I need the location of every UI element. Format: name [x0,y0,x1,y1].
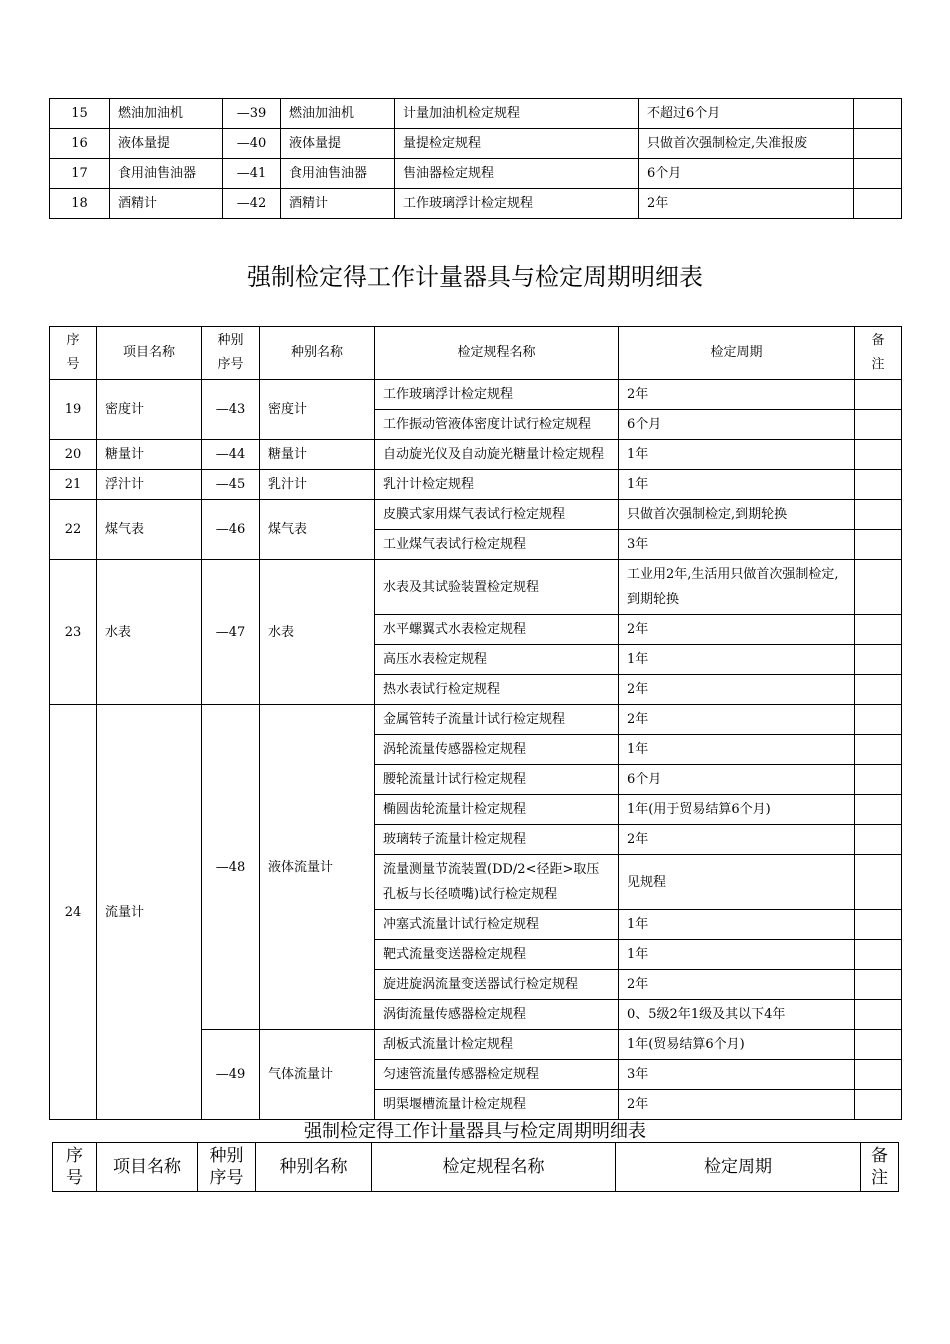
header-type: 种别名称 [256,1143,372,1192]
item-name: 燃油加油机 [110,99,223,129]
note-cell [855,380,902,410]
period: 1年(用于贸易结算6个月) [619,795,855,825]
type-name: 水表 [260,560,375,705]
header-rule: 检定规程名称 [375,327,619,380]
header-rule: 检定规程名称 [372,1143,616,1192]
note-cell [855,560,902,615]
period: 只做首次强制检定,失准报废 [639,129,854,159]
note-cell [855,970,902,1000]
period: 2年 [619,675,855,705]
header-no: 序 号 [50,327,97,380]
header-note: 备 注 [861,1143,899,1192]
type-name: 酒精计 [281,189,395,219]
type-code: —46 [202,500,260,560]
type-name: 煤气表 [260,500,375,560]
row-number: 21 [50,470,97,500]
period: 3年 [619,1060,855,1090]
type-code: —48 [202,705,260,1030]
type-name: 糖量计 [260,440,375,470]
row-number: 18 [50,189,110,219]
row-number: 20 [50,440,97,470]
regulation-name: 自动旋光仪及自动旋光糖量计检定规程 [375,440,619,470]
header-period: 检定周期 [619,327,855,380]
period: 不超过6个月 [639,99,854,129]
period: 6个月 [619,765,855,795]
note-cell [854,99,902,129]
period: 1年(贸易结算6个月) [619,1030,855,1060]
period: 0、5级2年1级及其以下4年 [619,1000,855,1030]
regulation-name: 工作振动管液体密度计试行检定规程 [375,410,619,440]
note-cell [855,735,902,765]
type-name: 密度计 [260,380,375,440]
period: 1年 [619,910,855,940]
note-cell [854,159,902,189]
item-name: 糖量计 [97,440,202,470]
note-cell [855,705,902,735]
regulation-name: 腰轮流量计试行检定规程 [375,765,619,795]
note-cell [855,855,902,910]
row-number: 16 [50,129,110,159]
note-cell [855,1090,902,1120]
note-cell [854,129,902,159]
note-cell [855,1060,902,1090]
page-title: 强制检定得工作计量器具与检定周期明细表 [247,263,703,291]
table-row [50,500,902,530]
note-cell [855,500,902,530]
regulation-name: 乳汁计检定规程 [375,470,619,500]
period: 1年 [619,735,855,765]
table-row [50,705,902,735]
type-code: —40 [223,129,281,159]
note-cell [855,615,902,645]
type-code: —42 [223,189,281,219]
note-cell [855,645,902,675]
regulation-name: 工作玻璃浮计检定规程 [375,380,619,410]
header-period: 检定周期 [616,1143,861,1192]
period: 2年 [619,380,855,410]
regulation-name: 旋进旋涡流量变送器试行检定规程 [375,970,619,1000]
regulation-name: 计量加油机检定规程 [395,99,639,129]
regulation-name: 售油器检定规程 [395,159,639,189]
regulation-name: 明渠堰槽流量计检定规程 [375,1090,619,1120]
item-name: 浮汁计 [97,470,202,500]
regulation-name: 匀速管流量传感器检定规程 [375,1060,619,1090]
item-name: 密度计 [97,380,202,440]
table-header [50,327,902,380]
row-number: 22 [50,500,97,560]
table-row [50,440,902,470]
table-row [50,159,902,189]
period: 1年 [619,470,855,500]
item-name: 食用油售油器 [110,159,223,189]
table-row [50,560,902,615]
type-code: —41 [223,159,281,189]
regulation-name: 工作玻璃浮计检定规程 [395,189,639,219]
type-name: 气体流量计 [260,1030,375,1120]
table-row [50,380,902,410]
table-row [50,470,902,500]
note-cell [855,1000,902,1030]
regulation-name: 流量测量节流装置(DD/2<径距>取压孔板与长径喷嘴)试行检定规程 [375,855,619,910]
period: 2年 [619,825,855,855]
period: 6个月 [639,159,854,189]
type-code: —47 [202,560,260,705]
regulation-name: 高压水表检定规程 [375,645,619,675]
instrument-table [49,326,902,1120]
table-row [50,129,902,159]
row-number: 19 [50,380,97,440]
item-name: 酒精计 [110,189,223,219]
period: 只做首次强制检定,到期轮换 [619,500,855,530]
header-code: 种别 序号 [202,327,260,380]
period: 2年 [619,1090,855,1120]
note-cell [855,910,902,940]
period: 2年 [619,705,855,735]
note-cell [855,440,902,470]
type-code: —44 [202,440,260,470]
section-title: 强制检定得工作计量器具与检定周期明细表 [304,1121,646,1142]
type-name: 食用油售油器 [281,159,395,189]
regulation-name: 玻璃转子流量计检定规程 [375,825,619,855]
type-code: —45 [202,470,260,500]
continued-table [49,98,902,219]
type-code: —49 [202,1030,260,1120]
period: 2年 [639,189,854,219]
type-code: —39 [223,99,281,129]
regulation-name: 热水表试行检定规程 [375,675,619,705]
regulation-name: 冲塞式流量计试行检定规程 [375,910,619,940]
type-name: 液体量提 [281,129,395,159]
regulation-name: 涡街流量传感器检定规程 [375,1000,619,1030]
note-cell [855,1030,902,1060]
note-cell [854,189,902,219]
period: 6个月 [619,410,855,440]
regulation-name: 刮板式流量计检定规程 [375,1030,619,1060]
period: 3年 [619,530,855,560]
note-cell [855,940,902,970]
row-number: 24 [50,705,97,1120]
item-name: 水表 [97,560,202,705]
period: 1年 [619,940,855,970]
table-row [50,99,902,129]
item-name: 流量计 [97,705,202,1120]
period: 见规程 [619,855,855,910]
note-cell [855,675,902,705]
item-name: 液体量提 [110,129,223,159]
regulation-name: 皮膜式家用煤气表试行检定规程 [375,500,619,530]
header-item: 项目名称 [97,1143,198,1192]
row-number: 15 [50,99,110,129]
note-cell [855,530,902,560]
type-name: 乳汁计 [260,470,375,500]
note-cell [855,765,902,795]
header-item: 项目名称 [97,327,202,380]
row-number: 23 [50,560,97,705]
regulation-name: 水平螺翼式水表检定规程 [375,615,619,645]
regulation-name: 涡轮流量传感器检定规程 [375,735,619,765]
next-table-header [52,1142,899,1192]
regulation-name: 工业煤气表试行检定规程 [375,530,619,560]
header-code: 种别 序号 [198,1143,256,1192]
note-cell [855,470,902,500]
table-row [50,189,902,219]
type-name: 液体流量计 [260,705,375,1030]
regulation-name: 金属管转子流量计试行检定规程 [375,705,619,735]
type-name: 燃油加油机 [281,99,395,129]
item-name: 煤气表 [97,500,202,560]
note-cell [855,825,902,855]
type-code: —43 [202,380,260,440]
regulation-name: 水表及其试验装置检定规程 [375,560,619,615]
header-no: 序 号 [53,1143,97,1192]
table-header [53,1143,899,1192]
note-cell [855,410,902,440]
regulation-name: 量提检定规程 [395,129,639,159]
period: 2年 [619,615,855,645]
note-cell [855,795,902,825]
row-number: 17 [50,159,110,189]
header-note: 备 注 [855,327,902,380]
period: 工业用2年,生活用只做首次强制检定,到期轮换 [619,560,855,615]
period: 1年 [619,440,855,470]
period: 2年 [619,970,855,1000]
regulation-name: 椭圆齿轮流量计检定规程 [375,795,619,825]
regulation-name: 靶式流量变送器检定规程 [375,940,619,970]
period: 1年 [619,645,855,675]
header-type: 种别名称 [260,327,375,380]
